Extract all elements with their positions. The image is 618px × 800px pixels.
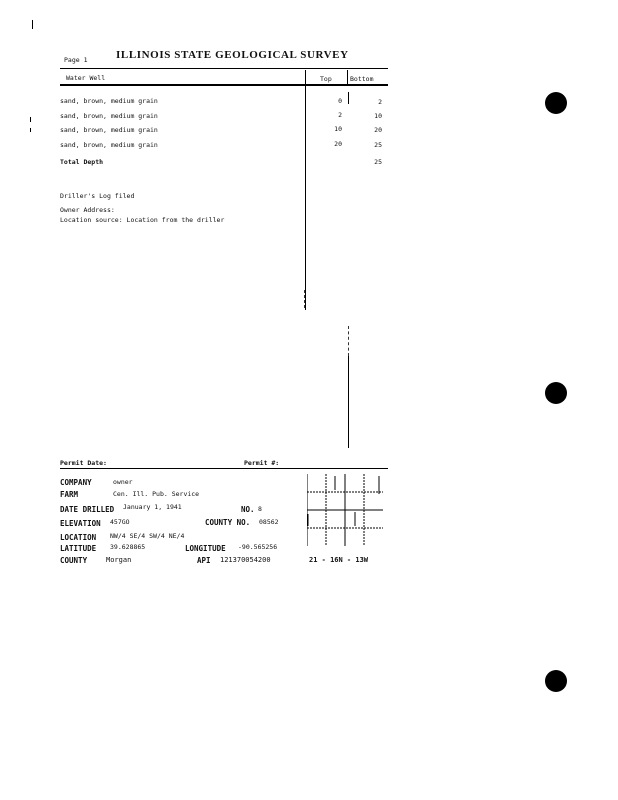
section-grid — [307, 474, 383, 546]
log-row-desc: sand, brown, medium grain — [60, 141, 158, 149]
header-rule-top — [60, 68, 388, 69]
township-range: 21 - 16N - 13W — [309, 556, 369, 564]
owner-address: Owner Address: — [60, 206, 115, 214]
api-label: API — [197, 556, 211, 565]
document-title: ILLINOIS STATE GEOLOGICAL SURVEY — [116, 49, 349, 61]
elevation-value: 457GO — [110, 518, 130, 526]
permit-rule — [60, 468, 388, 469]
latitude-value: 39.628865 — [110, 543, 146, 551]
location-value: NW/4 SE/4 SW/4 NE/4 — [110, 532, 185, 540]
log-row-top: 2 — [338, 111, 342, 119]
date-drilled-value: January 1, 1941 — [123, 503, 182, 511]
driller-log-note: Driller's Log filed — [60, 192, 135, 200]
company-label: COMPANY — [60, 478, 92, 487]
latitude-label: LATITUDE — [60, 544, 97, 553]
vertical-rule — [348, 356, 349, 448]
stray-mark — [30, 128, 31, 132]
log-row-bottom: 2 — [378, 98, 382, 106]
log-row-bottom: 20 — [374, 126, 382, 134]
stray-mark — [32, 20, 33, 29]
date-drilled-label: DATE DRILLED — [60, 505, 115, 514]
well-number-value: 8 — [258, 505, 262, 513]
longitude-value: -90.565256 — [238, 543, 278, 551]
county-value: Morgan — [106, 556, 132, 564]
column-tick — [348, 92, 349, 104]
dashed-line — [348, 326, 349, 356]
county-number-label: COUNTY NO. — [205, 518, 251, 527]
header-rule-bottom — [60, 84, 388, 86]
farm-value: Cen. Ill. Pub. Service — [113, 490, 200, 498]
longitude-label: LONGITUDE — [185, 544, 226, 553]
log-row-desc: sand, brown, medium grain — [60, 97, 158, 105]
elevation-label: ELEVATION — [60, 519, 101, 528]
county-number-value: 08562 — [259, 518, 279, 526]
county-label: COUNTY — [60, 556, 88, 565]
location-label: LOCATION — [60, 533, 97, 542]
punch-hole — [545, 382, 567, 404]
log-row-desc: sand, brown, medium grain — [60, 112, 158, 120]
company-value: owner — [113, 478, 133, 486]
permit-number-label: Permit #: — [244, 459, 280, 467]
log-row-top: 0 — [338, 97, 342, 105]
log-row-desc: sand, brown, medium grain — [60, 126, 158, 134]
punch-hole — [545, 670, 567, 692]
log-row-top: 10 — [334, 125, 342, 133]
log-row-bottom: 25 — [374, 141, 382, 149]
column-divider — [347, 70, 348, 86]
col-header-bottom: Bottom — [350, 75, 374, 83]
farm-label: FARM — [60, 490, 79, 499]
total-depth-label: Total Depth — [60, 158, 104, 166]
dashed-line — [304, 290, 305, 308]
log-row-bottom: 10 — [374, 112, 382, 120]
location-source: Location source: Location from the driller — [60, 216, 225, 224]
punch-hole — [545, 92, 567, 114]
log-row-top: 20 — [334, 140, 342, 148]
col-header-top: Top — [320, 75, 332, 83]
total-depth-value: 25 — [374, 158, 382, 166]
page-number: Page 1 — [64, 56, 88, 64]
col-header-name: Water Well — [66, 74, 106, 82]
permit-date-label: Permit Date: — [60, 459, 107, 467]
well-number-label: NO. — [241, 505, 255, 514]
column-divider — [305, 70, 306, 310]
api-value: 121370054200 — [220, 556, 271, 564]
stray-mark — [30, 117, 31, 122]
